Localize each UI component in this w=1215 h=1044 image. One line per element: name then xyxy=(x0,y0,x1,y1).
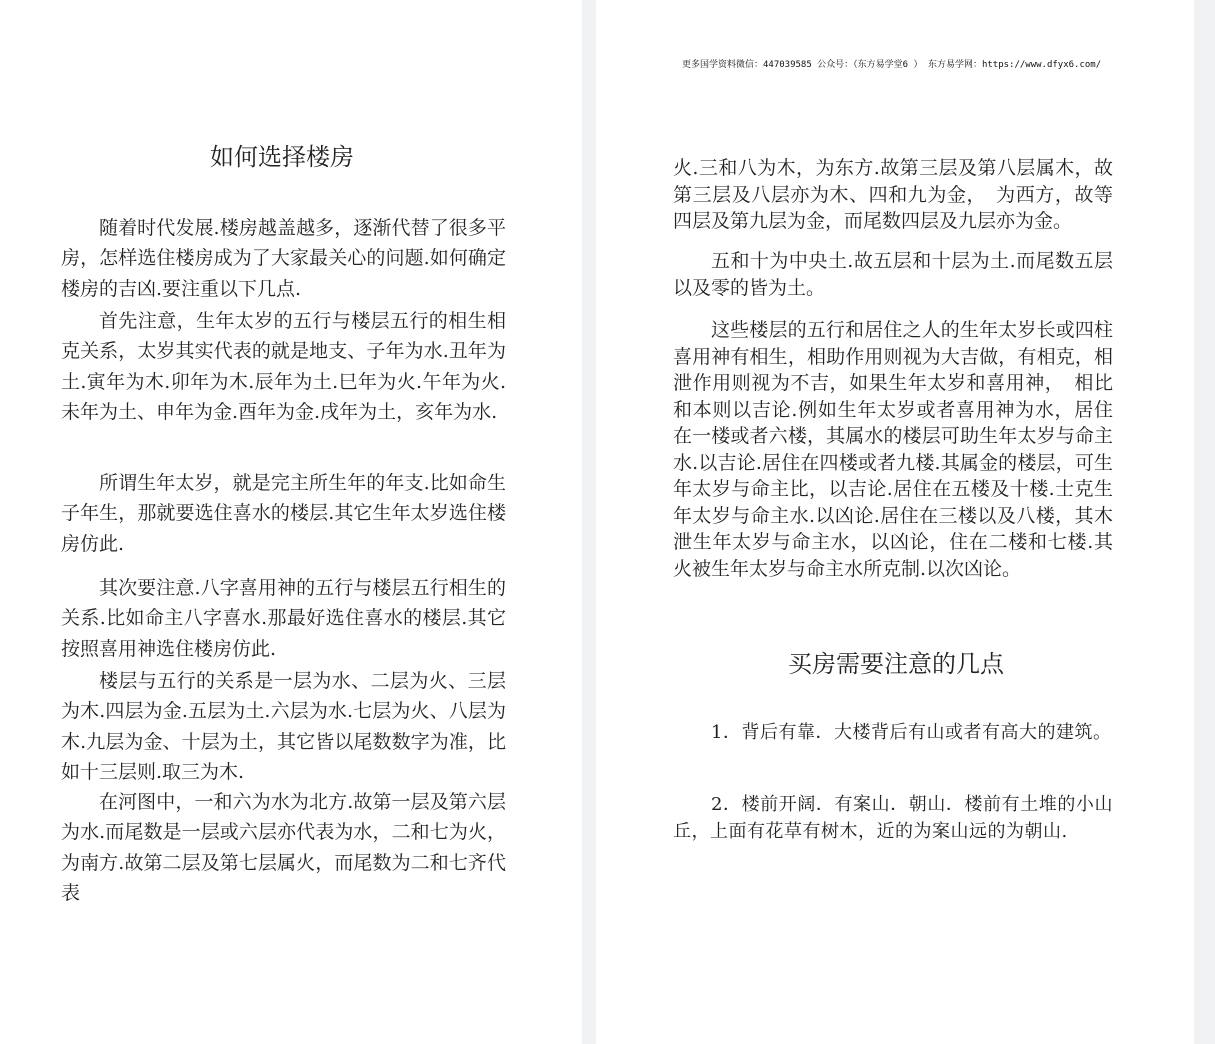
paragraph: 随着时代发展.楼房越盖越多，逐渐代替了很多平房，怎样选住楼房成为了大家最关心的问题.如何确定楼房的吉凶.要注重以下几点. xyxy=(61,217,506,300)
paragraph: 楼层与五行的关系是一层为水、二层为火、三层为木.四层为金.五层为土.六层为水.七层为火、八层为木.九层为金、十层为土，其它皆以尾数数字为准，比如十三层则.取三为木. xyxy=(61,670,506,784)
paragraph: 火.三和八为木，为东方.故第三层及第八层属木，故第三层及八层亦为木、四和九为金， 为西方，故等四层及第九层为金，而尾数四层及九层亦为金。 xyxy=(673,157,1113,232)
left-page xyxy=(0,0,582,1044)
paragraph: 在河图中，一和六为水为北方.故第一层及第六层为水.而尾数是一层或六层亦代表为水，二和七为火，为南方.故第二层及第七层属火，而尾数为二和七齐代表 xyxy=(61,791,506,905)
list-item: 1．背后有靠．大楼背后有山或者有高大的建筑。 xyxy=(711,722,1112,743)
paragraph: 首先注意，生年太岁的五行与楼层五行的相生相克关系，太岁其实代表的就是地支、子年为水.丑年为土.寅年为木.卯年为木.辰年为土.巳年为火.午年为火.未年为土、申年为金.酉年为金.戌年为土，亥年为水. xyxy=(61,310,506,424)
section-title: 买房需要注意的几点 xyxy=(788,650,1004,678)
page-title: 如何选择楼房 xyxy=(210,143,354,171)
paragraph: 五和十为中央土.故五层和十层为土.而尾数五层以及零的皆为土。 xyxy=(673,250,1113,299)
scroll-gutter xyxy=(1194,0,1215,1044)
paragraph: 其次要注意.八字喜用神的五行与楼层五行相生的关系.比如命主八字喜水.那最好选住喜水的楼层.其它按照喜用神选住楼房仿此. xyxy=(61,577,506,660)
header-note: 更多国学资料微信：447039585 公众号：（东方易学堂6 ） 东方易学网：https://www.dfyx6.com/ xyxy=(682,60,1102,70)
paragraph: 所谓生年太岁，就是完主所生年的年支.比如命生子年生，那就要选住喜水的楼层.其它生年太岁选住楼房仿此. xyxy=(61,472,506,555)
right-page xyxy=(596,0,1194,1044)
paragraph: 这些楼层的五行和居住之人的生年太岁长或四柱喜用神有相生，相助作用则视为大吉做，有相克，相泄作用则视为不吉，如果生年太岁和喜用神， 相比和本则以吉论.例如生年太岁或者喜用神为水，居住在一楼或者六楼，其属水的楼层可助生年太岁与命主水.以吉论.居住在四楼或者九楼.其属金的楼层，可生年太岁与命主比，以吉论.居住在五楼及十楼.士克生年太岁与命主水.以凶论.居住在三楼以及八楼，其木泄生年太岁与命主水，以凶论，住在二楼和七楼.其火被生年太岁与命主水所克制.以次凶论。 xyxy=(673,319,1113,580)
list-item: 2．楼前开阔．有案山．朝山．楼前有土堆的小山丘，上面有花草有树木，近的为案山远的为朝山. xyxy=(673,794,1113,842)
